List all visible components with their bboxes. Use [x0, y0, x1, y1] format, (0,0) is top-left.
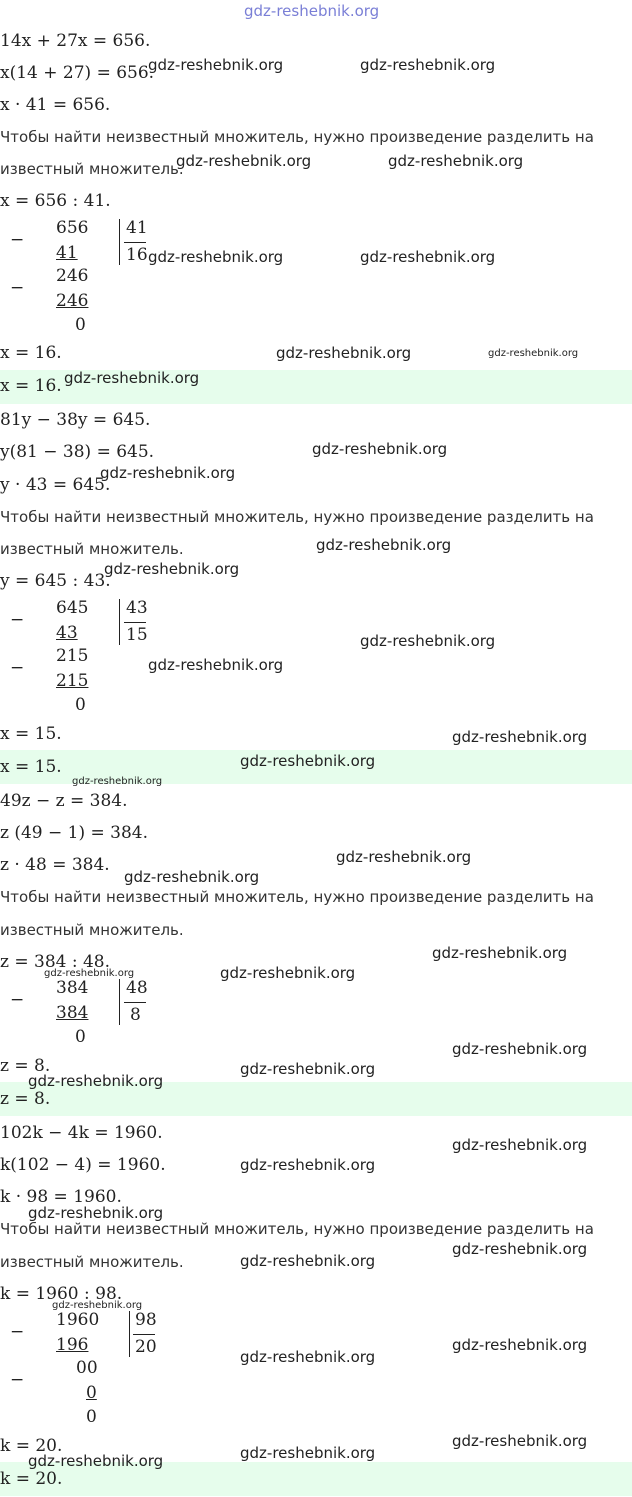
equation: z (49 − 1) = 384. — [0, 823, 149, 843]
watermark: gdz-reshebnik.org — [276, 344, 412, 362]
equation: 81y − 38y = 645. — [0, 410, 151, 430]
watermark: gdz-reshebnik.org — [452, 1336, 588, 1354]
equation: k · 98 = 1960. — [0, 1187, 122, 1207]
watermark: gdz-reshebnik.org — [28, 1204, 164, 1222]
equation: 14x + 27x = 656. — [0, 31, 151, 51]
watermark: gdz-reshebnik.org — [388, 152, 524, 170]
answer: k = 20. — [0, 1469, 63, 1489]
remainder: 0 — [75, 315, 86, 335]
watermark: gdz-reshebnik.org — [44, 968, 135, 979]
subtrahend: 41 — [56, 243, 78, 263]
watermark: gdz-reshebnik.org — [488, 348, 579, 359]
dividend: 656 — [56, 218, 89, 238]
result: x = 15. — [0, 724, 62, 744]
rule-text: известный множитель. — [0, 160, 184, 178]
equation: k = 1960 : 98. — [0, 1284, 123, 1304]
answer: z = 8. — [0, 1089, 51, 1109]
minus-sign: − — [10, 990, 25, 1010]
watermark: gdz-reshebnik.org — [240, 1060, 376, 1078]
division-bar — [129, 1311, 130, 1357]
division-line — [124, 622, 146, 623]
watermark: gdz-reshebnik.org — [240, 752, 376, 770]
minus-sign: − — [10, 278, 25, 298]
division-line — [124, 242, 146, 243]
watermark: gdz-reshebnik.org — [452, 1240, 588, 1258]
equation: y(81 − 38) = 645. — [0, 442, 155, 462]
rule-text: известный множитель. — [0, 1253, 184, 1271]
watermark: gdz-reshebnik.org — [452, 728, 588, 746]
divisor: 48 — [126, 978, 148, 998]
watermark-header: gdz-reshebnik.org — [244, 2, 380, 20]
dividend: 645 — [56, 598, 89, 618]
rule-text: известный множитель. — [0, 921, 184, 939]
answer: x = 15. — [0, 757, 62, 777]
minus-sign: − — [10, 1370, 25, 1390]
division-line — [124, 1002, 146, 1003]
equation: 102k − 4k = 1960. — [0, 1123, 163, 1143]
dividend: 1960 — [56, 1310, 100, 1330]
rule-text: Чтобы найти неизвестный множитель, нужно произведение разделить на — [0, 1220, 594, 1238]
division-bar — [119, 979, 120, 1025]
watermark: gdz-reshebnik.org — [432, 944, 568, 962]
result: k = 20. — [0, 1436, 63, 1456]
watermark: gdz-reshebnik.org — [452, 1136, 588, 1154]
watermark: gdz-reshebnik.org — [316, 536, 452, 554]
remainder: 00 — [76, 1358, 98, 1378]
subtrahend: 0 — [86, 1383, 97, 1403]
watermark: gdz-reshebnik.org — [452, 1432, 588, 1450]
quotient: 8 — [130, 1005, 141, 1025]
equation: y = 645 : 43. — [0, 571, 111, 591]
watermark: gdz-reshebnik.org — [240, 1252, 376, 1270]
equation: 49z − z = 384. — [0, 791, 128, 811]
watermark: gdz-reshebnik.org — [220, 964, 356, 982]
division-line — [133, 1334, 155, 1335]
rule-text: известный множитель. — [0, 540, 184, 558]
subtrahend: 246 — [56, 291, 89, 311]
watermark: gdz-reshebnik.org — [176, 152, 312, 170]
watermark: gdz-reshebnik.org — [148, 248, 284, 266]
divisor: 43 — [126, 598, 148, 618]
rule-text: Чтобы найти неизвестный множитель, нужно произведение разделить на — [0, 888, 594, 906]
watermark: gdz-reshebnik.org — [360, 632, 496, 650]
minus-sign: − — [10, 610, 25, 630]
watermark: gdz-reshebnik.org — [452, 1040, 588, 1058]
subtrahend: 384 — [56, 1003, 89, 1023]
answer: x = 16. — [0, 376, 62, 396]
equation: y · 43 = 645. — [0, 475, 111, 495]
minus-sign: − — [10, 1322, 25, 1342]
watermark: gdz-reshebnik.org — [52, 1300, 143, 1311]
remainder: 0 — [75, 695, 86, 715]
subtrahend: 215 — [56, 671, 89, 691]
equation: x · 41 = 656. — [0, 95, 111, 115]
remainder: 215 — [56, 646, 89, 666]
watermark: gdz-reshebnik.org — [64, 369, 200, 387]
watermark: gdz-reshebnik.org — [148, 56, 284, 74]
subtrahend: 196 — [56, 1335, 89, 1355]
equation: k(102 − 4) = 1960. — [0, 1155, 166, 1175]
result: x = 16. — [0, 343, 62, 363]
watermark: gdz-reshebnik.org — [360, 248, 496, 266]
remainder: 246 — [56, 266, 89, 286]
equation: x(14 + 27) = 656. — [0, 63, 155, 83]
watermark: gdz-reshebnik.org — [240, 1348, 376, 1366]
quotient: 15 — [126, 625, 148, 645]
rule-text: Чтобы найти неизвестный множитель, нужно произведение разделить на — [0, 508, 594, 526]
division-bar — [119, 219, 120, 265]
watermark: gdz-reshebnik.org — [148, 656, 284, 674]
subtrahend: 43 — [56, 623, 78, 643]
division-bar — [119, 599, 120, 645]
watermark: gdz-reshebnik.org — [336, 848, 472, 866]
watermark: gdz-reshebnik.org — [104, 560, 240, 578]
watermark: gdz-reshebnik.org — [240, 1156, 376, 1174]
rule-text: Чтобы найти неизвестный множитель, нужно произведение разделить на — [0, 128, 594, 146]
remainder: 0 — [75, 1027, 86, 1047]
divisor: 41 — [126, 218, 148, 238]
dividend: 384 — [56, 978, 89, 998]
watermark: gdz-reshebnik.org — [28, 1072, 164, 1090]
result: z = 8. — [0, 1056, 51, 1076]
minus-sign: − — [10, 230, 25, 250]
watermark: gdz-reshebnik.org — [360, 56, 496, 74]
remainder: 0 — [86, 1407, 97, 1427]
equation: z · 48 = 384. — [0, 855, 110, 875]
minus-sign: − — [10, 658, 25, 678]
watermark: gdz-reshebnik.org — [100, 464, 236, 482]
quotient: 16 — [126, 245, 148, 265]
watermark: gdz-reshebnik.org — [240, 1444, 376, 1462]
equation: x = 656 : 41. — [0, 191, 111, 211]
quotient: 20 — [135, 1337, 157, 1357]
watermark: gdz-reshebnik.org — [28, 1452, 164, 1470]
equation: z = 384 : 48. — [0, 952, 111, 972]
watermark: gdz-reshebnik.org — [312, 440, 448, 458]
watermark: gdz-reshebnik.org — [72, 776, 163, 787]
divisor: 98 — [135, 1310, 157, 1330]
watermark: gdz-reshebnik.org — [124, 868, 260, 886]
